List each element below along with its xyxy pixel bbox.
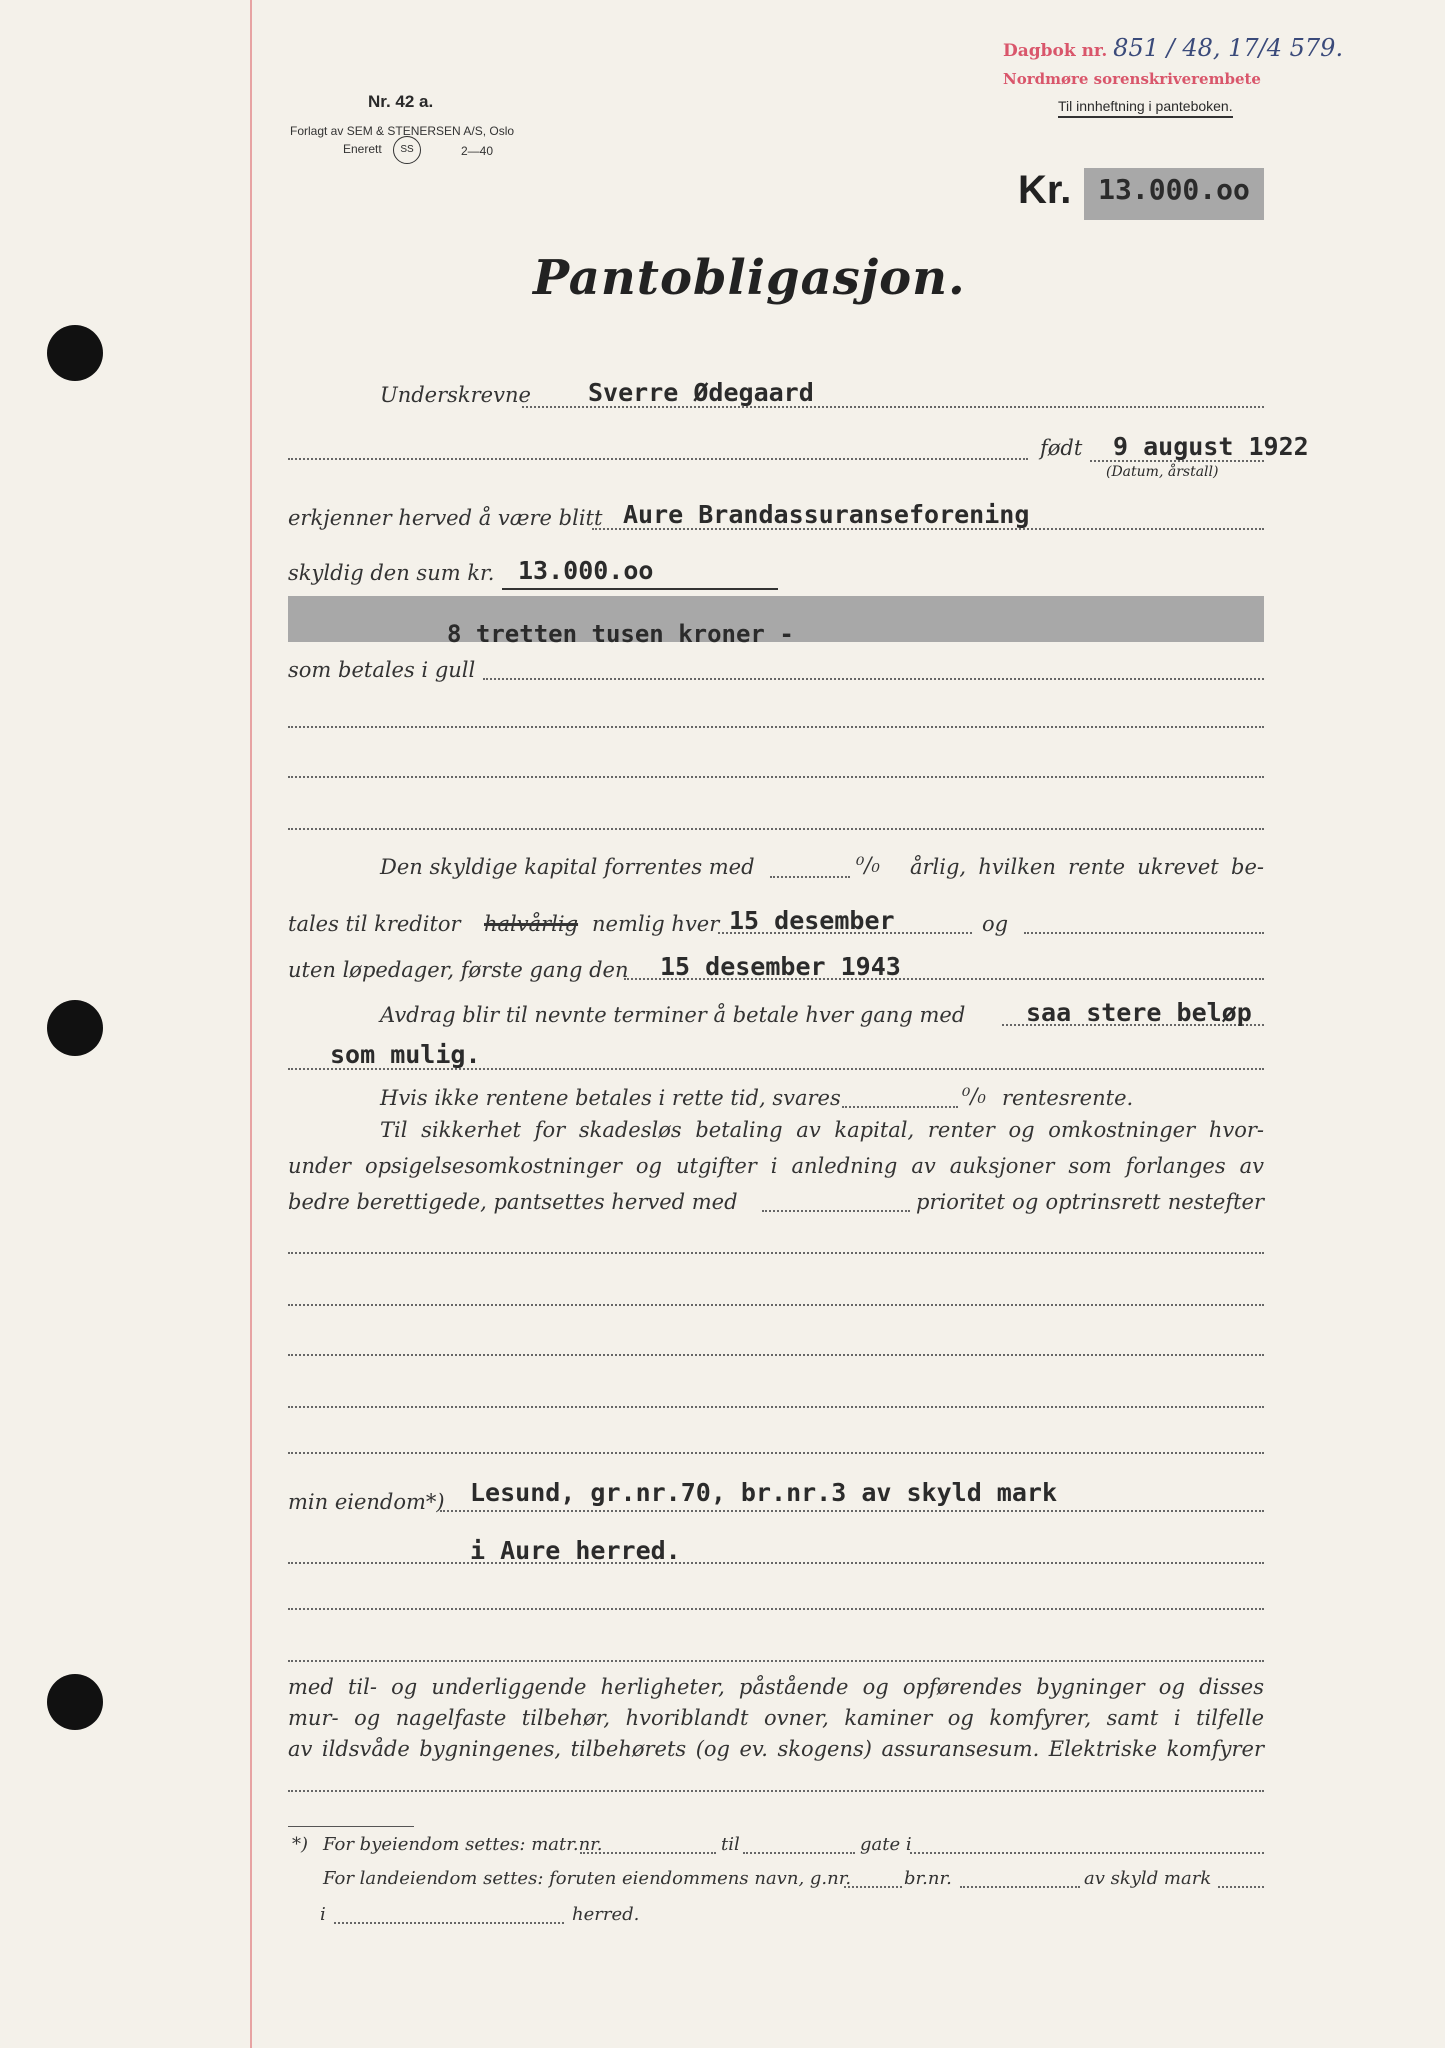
interest-pct: ⁰/₀ [856, 853, 880, 877]
appurtenances-line-1: med til- og underliggende herligheter, påstående og opførendes bygninger og disses [288, 1675, 1264, 1699]
penalty-text-b: rentesrente. [1002, 1086, 1134, 1110]
first-date: 15 desember 1943 [660, 952, 901, 981]
footnote-rural-b: br.nr. [904, 1868, 952, 1889]
footnote-rural-d: i [320, 1904, 326, 1925]
blank-line-2 [288, 776, 1264, 778]
undersigned-label: Underskrevne [380, 383, 531, 407]
first-text: uten løpedager, første gang den [288, 958, 629, 982]
footnote-city-a: For byeiendom settes: matr.nr. [323, 1834, 603, 1855]
amount-prefix: Kr. [1018, 168, 1072, 212]
born-label: født [1040, 436, 1083, 460]
born-line-left [288, 458, 1028, 460]
sum-words: 8 tretten tusen kroner - [447, 620, 794, 648]
footnote-rural-a: For landeiendom settes: foruten eiendommens navn, g.nr. [323, 1868, 852, 1889]
interest-text-a: Den skyldige kapital forrentes med [380, 855, 755, 879]
pay-line [483, 678, 1264, 680]
sum-line [502, 588, 778, 590]
property-label: min eiendom*) [288, 1490, 445, 1514]
blank-line-7 [288, 1406, 1264, 1408]
penalty-text-a: Hvis ikke rentene betales i rette tid, svares [380, 1086, 841, 1110]
blank-line-6 [288, 1354, 1264, 1356]
creditor-pay-og: og [982, 912, 1009, 936]
blank-line-4 [288, 1252, 1264, 1254]
footnote-marker: *) [292, 1834, 309, 1855]
install-value-1: saa stere beløp [1026, 998, 1252, 1027]
blank-line-10 [288, 1660, 1264, 1662]
appurtenances-line-3: av ildsvåde bygningenes, tilbehørets (og ev. skogens) assuransesum. Elektriske komfyrer [288, 1737, 1264, 1761]
page-title: Pantobligasjon. [533, 250, 966, 306]
publisher-enerett: Enerett [343, 142, 382, 156]
footnote-city-c: gate i [860, 1834, 912, 1855]
blank-line-5 [288, 1304, 1264, 1306]
pay-label: som betales i gull [288, 658, 476, 682]
punch-hole-middle [47, 1000, 103, 1056]
blank-line-1 [288, 726, 1264, 728]
creditor-pay-a: tales til kreditor [288, 912, 461, 936]
interest-line [770, 876, 850, 878]
footnote-city-line-2 [743, 1852, 855, 1854]
stamp-note: Til innheftning i panteboken. [1058, 98, 1233, 118]
property-line-1 [440, 1510, 1264, 1512]
footnote-rural-c: av skyld mark [1084, 1868, 1212, 1889]
security-line-3a: bedre berettigede, pantsettes herved med [288, 1190, 738, 1214]
creditor-pay-b: nemlig hver [592, 912, 720, 936]
creditor-pay-line-2 [1024, 932, 1264, 934]
security-line-1: Til sikkerhet for skadesløs betaling av kapital, renter og omkostninger hvor- [380, 1118, 1264, 1142]
footnote-rural-e: herred. [572, 1904, 640, 1925]
blank-line-9 [288, 1608, 1264, 1610]
stamp-dagbok: Dagbok nr. 851 / 48, 17/4 579. [1003, 34, 1344, 62]
property-line-2 [288, 1562, 1264, 1564]
interest-text-b: årlig, hvilken rente ukrevet be- [910, 855, 1264, 879]
punch-hole-bottom [47, 1674, 103, 1730]
footnote-city-line-1 [580, 1852, 716, 1854]
publisher-line: Forlagt av SEM & STENERSEN A/S, Oslo [290, 124, 515, 138]
creditor-value: Aure Brandassuranseforening [623, 500, 1030, 529]
footnote-rural-line-3 [1218, 1886, 1264, 1888]
born-hint: (Datum, årstall) [1106, 464, 1219, 480]
sum-value: 13.000.oo [518, 556, 654, 585]
form-number: Nr. 42 a. [368, 92, 434, 111]
penalty-line [842, 1106, 958, 1108]
stamp-handwritten-number: 851 / 48, 17/4 579. [1113, 34, 1344, 62]
appurtenances-line-2: mur- og nagelfaste tilbehør, hvoriblandt ovner, kaminer og komfyrer, samt i tilfelle [288, 1706, 1264, 1730]
amount-value: 13.000.oo [1084, 168, 1264, 220]
footnote-city-line-3 [910, 1852, 1264, 1854]
punch-hole-top [47, 325, 103, 381]
blank-line-3 [288, 828, 1264, 830]
publisher-code: 2—40 [461, 144, 494, 158]
property-value-2: i Aure herred. [470, 1536, 681, 1565]
install-text: Avdrag blir til nevnte terminer å betale hver gang med [380, 1003, 966, 1027]
security-line-3b: prioritet og optrinsrett nestefter [916, 1190, 1264, 1214]
sum-label: skyldig den sum kr. [288, 561, 495, 585]
security-line-2: under opsigelsesomkostninger og utgifter i anledning av auksjoner som forlanges av [288, 1154, 1264, 1178]
footnote-rule [288, 1826, 414, 1827]
install-value-2: som mulig. [330, 1040, 481, 1069]
priority-line [762, 1210, 910, 1212]
blank-line-8 [288, 1452, 1264, 1454]
stamp-office: Nordmøre sorenskriverembete [1003, 70, 1261, 88]
footnote-rural-line-4 [334, 1922, 564, 1924]
creditor-pay-date: 15 desember [729, 906, 895, 935]
footnote-city-b: til [721, 1834, 740, 1855]
born-value: 9 august 1922 [1113, 432, 1309, 461]
footnote-rural-line-1 [844, 1886, 902, 1888]
creditor-label: erkjenner herved å være blitt [288, 506, 603, 530]
penalty-pct: ⁰/₀ [962, 1084, 986, 1108]
property-value-1: Lesund, gr.nr.70, br.nr.3 av skyld mark [470, 1478, 1057, 1507]
footnote-rural-line-2 [960, 1886, 1080, 1888]
creditor-pay-struck: halvårlig [484, 912, 579, 936]
margin-line [250, 0, 252, 2048]
publisher-logo: SS [393, 136, 421, 164]
undersigned-value: Sverre Ødegaard [588, 378, 814, 407]
blank-line-11 [288, 1790, 1264, 1792]
